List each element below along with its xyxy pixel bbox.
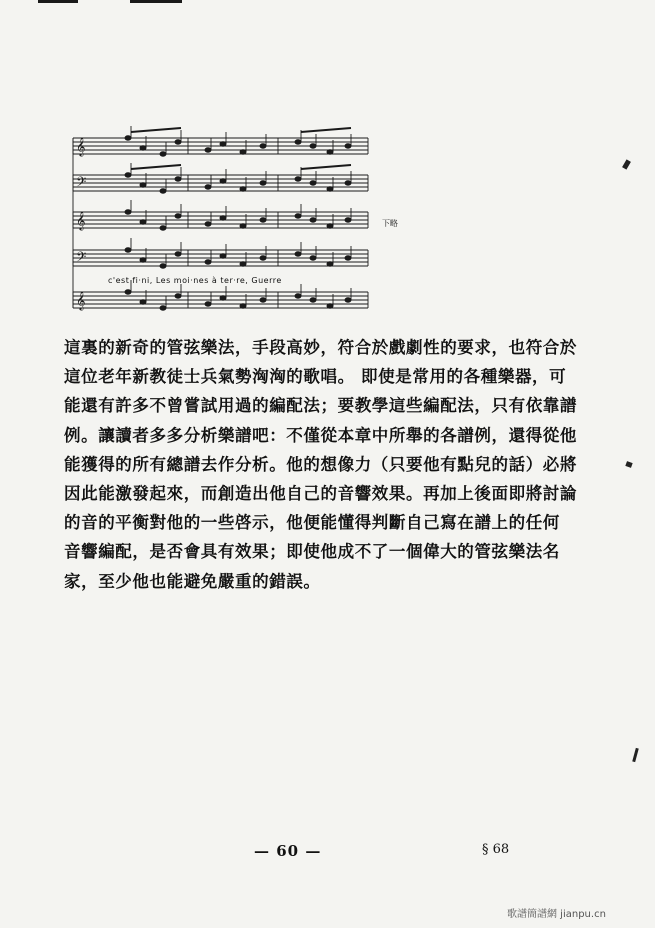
notehead: [160, 264, 166, 268]
section-number: § 68: [482, 842, 510, 857]
text-line: 音響編配，是否會具有效果；即使他成不了一個偉大的管弦樂法名: [64, 542, 560, 562]
notehead: [140, 146, 146, 150]
notehead: [220, 179, 226, 183]
notehead: [327, 262, 333, 266]
notehead: [125, 210, 131, 214]
notehead: [220, 142, 226, 146]
notehead: [345, 144, 351, 148]
notehead: [295, 294, 301, 298]
notehead: [220, 296, 226, 300]
beam: [131, 165, 181, 169]
notehead: [327, 150, 333, 154]
notehead: [260, 256, 266, 260]
notehead: [260, 298, 266, 302]
score-lyrics: c'est fi·ni, Les moi·nes à ter·re, Guerre: [108, 276, 282, 285]
clef: 𝄞: [76, 137, 86, 156]
notehead: [175, 252, 181, 256]
page-number: — 60 —: [254, 842, 322, 860]
notehead: [205, 222, 211, 226]
notehead: [295, 214, 301, 218]
notehead: [345, 256, 351, 260]
clef: 𝄢: [76, 249, 87, 268]
top-rule-right: [130, 0, 182, 3]
notehead: [240, 262, 246, 266]
text-line: 例。讓讀者多多分析樂譜吧：不僅從本章中所舉的各譜例，還得從他: [64, 425, 577, 445]
beam: [131, 128, 181, 132]
notehead: [125, 173, 131, 177]
music-score: [68, 120, 373, 325]
notehead: [160, 226, 166, 230]
text-line: 家，至少他也能避免嚴重的錯誤。: [64, 571, 321, 591]
notehead: [140, 220, 146, 224]
notehead: [260, 218, 266, 222]
notehead: [160, 306, 166, 310]
notehead: [220, 216, 226, 220]
score-side-mark: 下略: [382, 219, 398, 228]
notehead: [310, 298, 316, 302]
notehead: [345, 218, 351, 222]
notehead: [140, 300, 146, 304]
notehead: [175, 177, 181, 181]
notehead: [295, 177, 301, 181]
notehead: [240, 304, 246, 308]
scan-speck: [625, 461, 632, 468]
notehead: [160, 189, 166, 193]
notehead: [310, 218, 316, 222]
text-line: 能還有許多不曾嘗試用過的編配法；要教學這些編配法，只有依靠譜: [64, 396, 577, 416]
top-rule-left: [38, 0, 78, 3]
notehead: [240, 150, 246, 154]
notehead: [205, 185, 211, 189]
notehead: [175, 214, 181, 218]
text-line: 能獲得的所有總譜去作分析。他的想像力（只要他有點兒的話）必將: [64, 454, 577, 474]
notehead: [140, 258, 146, 262]
notehead: [345, 181, 351, 185]
notehead: [310, 256, 316, 260]
watermark: 歌譜簡譜網 jianpu.cn: [507, 909, 606, 920]
scan-speck: [632, 748, 639, 762]
notehead: [310, 181, 316, 185]
notehead: [260, 181, 266, 185]
notehead: [295, 140, 301, 144]
notehead: [175, 294, 181, 298]
notehead: [175, 140, 181, 144]
body-text: [64, 333, 577, 596]
notehead: [345, 298, 351, 302]
notehead: [295, 252, 301, 256]
clef: 𝄞: [76, 291, 86, 310]
notehead: [260, 144, 266, 148]
notehead: [125, 248, 131, 252]
notehead: [140, 183, 146, 187]
text-line: 這裏的新奇的管弦樂法，手段高妙，符合於戲劇性的要求，也符合於: [64, 338, 577, 357]
notehead: [240, 187, 246, 191]
notehead: [327, 224, 333, 228]
notehead: [205, 260, 211, 264]
notehead: [125, 136, 131, 140]
notehead: [205, 302, 211, 306]
text-line: 因此能激發起來，而創造出他自己的音響效果。再加上後面即將討論: [64, 483, 577, 503]
notehead: [205, 148, 211, 152]
clef: 𝄞: [76, 211, 86, 230]
notehead: [327, 187, 333, 191]
notehead: [220, 254, 226, 258]
notehead: [160, 152, 166, 156]
beam: [301, 128, 351, 132]
notehead: [327, 304, 333, 308]
clef: 𝄢: [76, 174, 87, 193]
text-line: 這位老年新教徒士兵氣勢洶洶的歌唱。 即使是常用的各種樂器，可: [64, 367, 567, 387]
text-line: 的音的平衡對他的一些啓示，他便能懂得判斷自己寫在譜上的任何: [64, 513, 560, 533]
scan-speck: [622, 159, 631, 169]
notehead: [310, 144, 316, 148]
beam: [301, 165, 351, 169]
notehead: [125, 290, 131, 294]
notehead: [240, 224, 246, 228]
